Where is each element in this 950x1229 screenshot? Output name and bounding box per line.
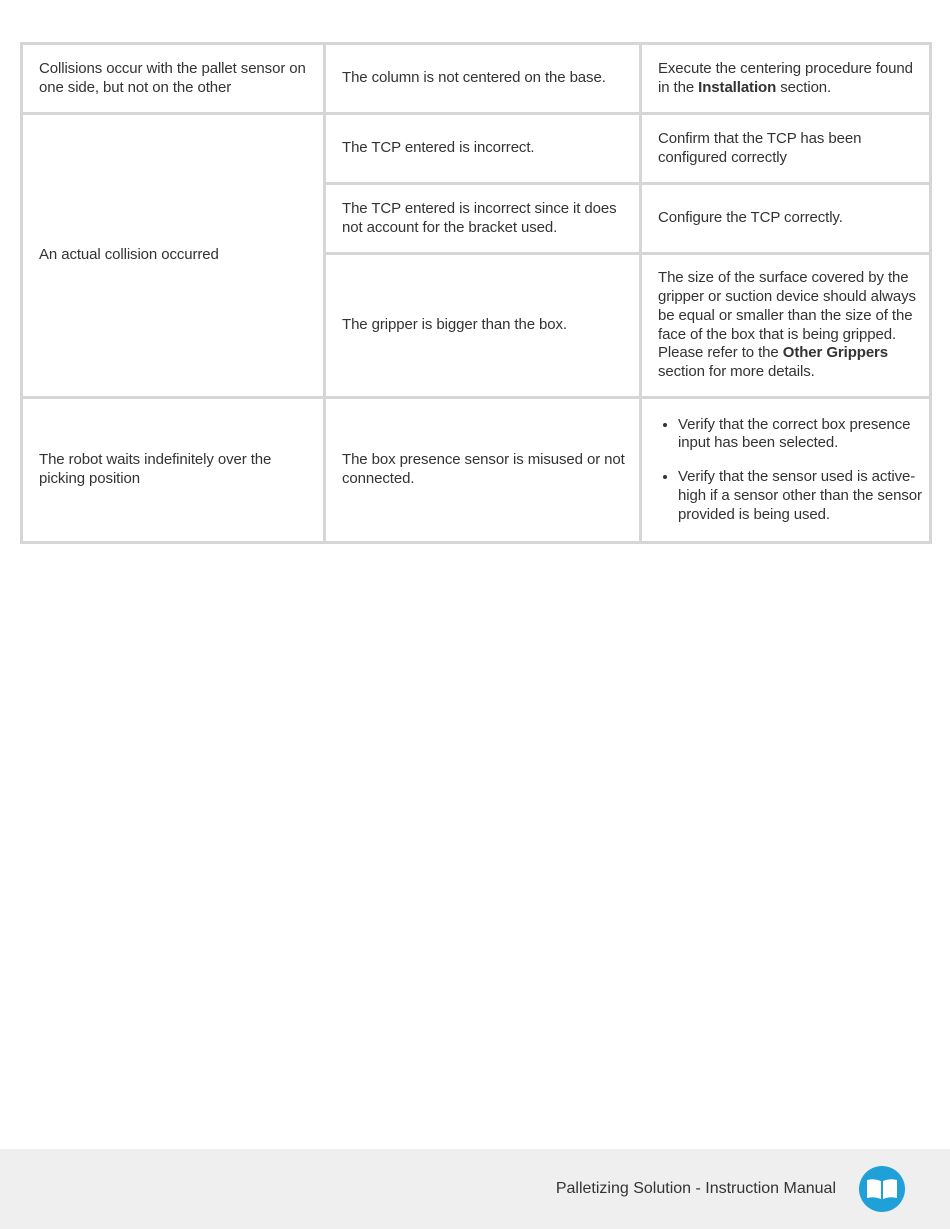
solution-text: Configure the TCP correctly.	[658, 209, 843, 227]
table-row	[22, 114, 931, 184]
list-item: • Verify that the correct box presence input has been selected.	[678, 416, 925, 454]
troubleshooting-table	[20, 42, 932, 544]
page-footer	[0, 1149, 950, 1229]
manual-title: Palletizing Solution - Instruction Manual	[555, 1180, 836, 1197]
symptom-text: The robot waits indefinitely over the picking position	[39, 451, 272, 487]
solution-text: Execute the centering procedure found in the	[658, 59, 913, 96]
cause-text: The box presence sensor is misused or not connected.	[342, 451, 625, 487]
table-row	[22, 44, 931, 114]
cause-text: The column is not centered on the base.	[342, 69, 606, 87]
cause-cell	[325, 184, 641, 254]
other-grippers-section-reference: Other Grippers	[782, 344, 889, 362]
solution-text: The size of the surface covered by the gripper or suction device should always be equal or smaller than the size of the face of the box that is being gripped. Please refer to the	[658, 269, 916, 362]
cause-text: The TCP entered is incorrect.	[342, 139, 535, 157]
solution-text-end: section.	[776, 78, 832, 96]
solution-cell	[641, 44, 931, 114]
symptom-text: An actual collision occurred	[39, 246, 219, 264]
cause-cell	[325, 114, 641, 184]
cause-text: The gripper is bigger than the box.	[342, 316, 567, 334]
solution-cell	[641, 114, 931, 184]
cause-cell	[325, 44, 641, 114]
solution-bullet-list	[658, 416, 925, 525]
symptom-text: Collisions occur with the pallet sensor on one side, but not on the other	[39, 59, 306, 96]
solution-cell	[641, 254, 931, 398]
open-book-icon	[859, 1166, 905, 1212]
cause-text: The TCP entered is incorrect since it does not account for the bracket used.	[342, 199, 617, 236]
solution-text-end: section for more details.	[658, 363, 815, 381]
cause-cell	[325, 398, 641, 543]
solution-cell	[641, 398, 931, 543]
installation-section-reference: Installation	[698, 78, 777, 96]
solution-cell	[641, 184, 931, 254]
table-row	[22, 398, 931, 543]
list-item: • Verify that the sensor used is active-high if a sensor other than the sensor provided is being used.	[678, 468, 925, 524]
cause-cell	[325, 254, 641, 398]
solution-text: Confirm that the TCP has been configured correctly	[658, 129, 862, 166]
symptom-cell	[22, 114, 325, 398]
symptom-cell	[22, 398, 325, 543]
symptom-cell	[22, 44, 325, 114]
